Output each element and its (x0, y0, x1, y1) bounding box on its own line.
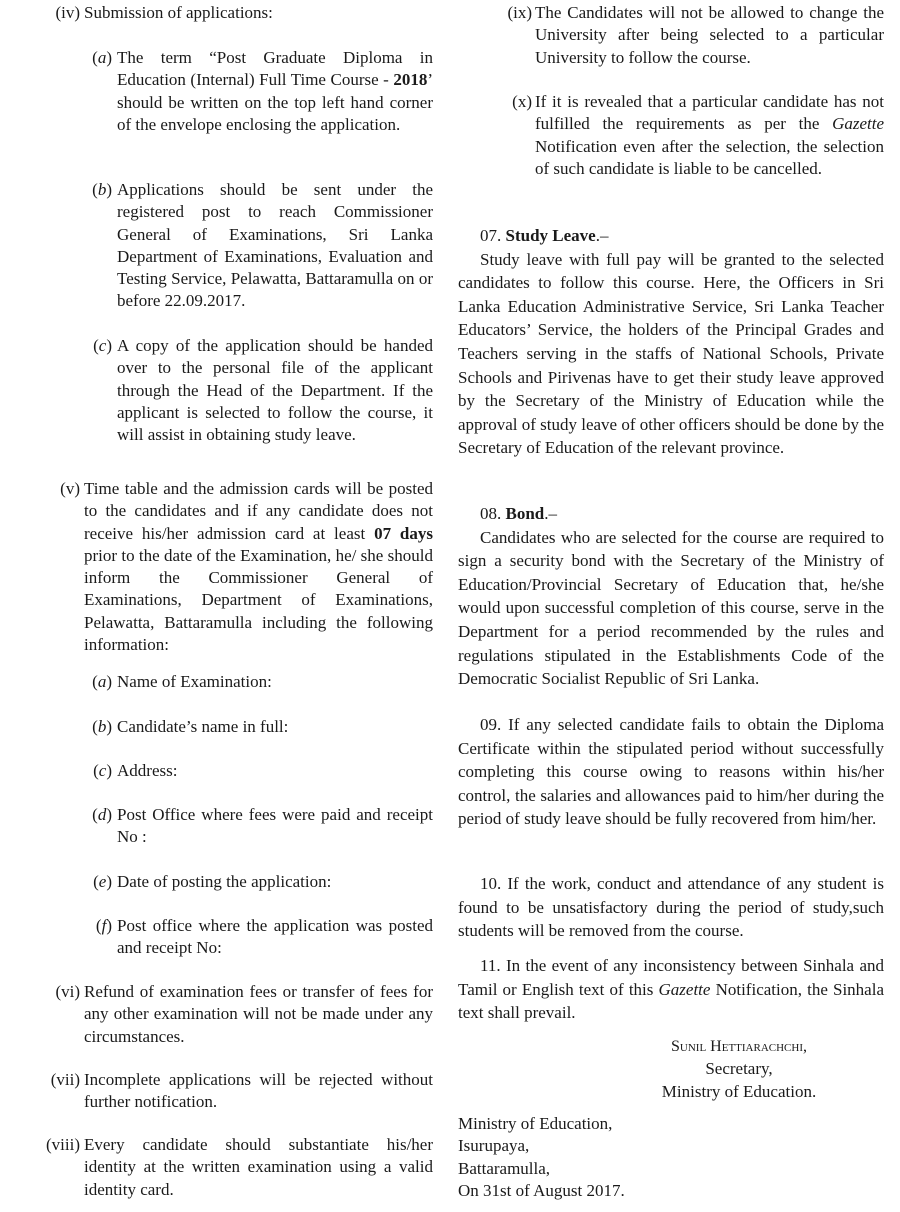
item-x (458, 91, 884, 180)
subitem-text: Post Office where fees were paid and receipt No : (117, 805, 433, 847)
item-number: (viii) (46, 1135, 80, 1154)
subitem-text: Applications should be sent under the registered post to reach Commissioner General of Examinations, Sri Lanka Department of Examinations, Evaluation and Testing Service, Pelawatta, Battaramulla on or before 22.09.2017. (117, 180, 433, 311)
section-07 (458, 224, 884, 460)
subitem-number: (d) (92, 805, 112, 824)
address-line: Isurupaya, (458, 1136, 530, 1156)
subitem-text: Date of posting the application: (117, 872, 332, 891)
item-viii (40, 1134, 433, 1201)
address-line: Ministry of Education, (458, 1114, 613, 1133)
item-text: If it is revealed that a particular candidate has not fulfilled the requirements as per the Gazette Notification even after the selection, the selection of such candidate is liable to be cancelled. (535, 92, 884, 178)
address-block (458, 1113, 758, 1202)
subitem-number: (c) (93, 761, 112, 780)
subitem-iv-a (40, 47, 433, 136)
subitem-number: (f) (95, 916, 112, 935)
section-text: 11. In the event of any inconsistency between Sinhala and Tamil or English text of this Gazette Notification, the Sinhala text shall prevail. (458, 956, 884, 1023)
section-08 (458, 502, 884, 691)
item-number: (vii) (50, 1070, 80, 1089)
item-iv (40, 2, 433, 24)
item-number: (ix) (507, 3, 532, 22)
signatory-name: Sunil Hettiarachchi, (671, 1038, 807, 1055)
item-text: Refund of examination fees or transfer of fees for any other examination will not be made under any circumstances. (84, 982, 433, 1046)
subitem-v-d (40, 804, 433, 849)
section-11 (458, 954, 884, 1025)
item-number: (x) (512, 92, 532, 111)
signatory-org: Ministry of Education. (661, 1081, 817, 1101)
address-date: On 31st of August 2017. (458, 1180, 625, 1200)
subitem-text: Post office where the application was posted and receipt No: (117, 916, 433, 958)
subitem-iv-b (40, 179, 433, 313)
subitem-v-e (40, 871, 433, 893)
subitem-number: (a) (92, 672, 112, 691)
subitem-number: (a) (92, 48, 112, 67)
subitem-number: (e) (93, 872, 112, 891)
section-10 (458, 872, 884, 943)
subitem-number: (c) (93, 336, 112, 355)
section-text: Candidates who are selected for the course are required to sign a security bond with the Secretary of the Ministry of Education/Provincial Secretary of Education that, he/she would upon successful completion of this course, serve in the Department for a period recommended by the rules and regulations stipulated in the Establishments Code of the Democratic Socialist Republic of Sri Lanka. (458, 527, 884, 689)
subitem-v-c (40, 760, 433, 782)
item-number: (vi) (55, 982, 80, 1001)
item-number: (v) (60, 479, 80, 498)
subitem-v-a (40, 671, 433, 693)
address-line: Battaramulla, (458, 1158, 551, 1178)
item-text: Time table and the admission cards will be posted to the candidates and if any candidate does not receive his/her admission card at least 07 days prior to the date of the Examination, he/ she should inform the Commissioner General of Examinations, Department of Examinations, Pelawatta, Battaramulla including the following information: (84, 479, 433, 655)
subitem-text: A copy of the application should be handed over to the personal file of the applicant through the Head of the Department. If the applicant is selected to follow the course, it will assist in obtaining study leave. (117, 336, 433, 445)
section-heading: 08. Bond.– (480, 504, 557, 523)
item-text: Incomplete applications will be rejected without further notification. (84, 1070, 433, 1112)
subitem-number: (b) (92, 180, 112, 199)
item-text: Submission of applications: (84, 3, 273, 22)
section-09 (458, 713, 884, 831)
subitem-v-b (40, 716, 433, 738)
item-text: The Candidates will not be allowed to change the University after being selected to a particular University to follow the course. (535, 3, 884, 67)
subitem-text: Address: (117, 761, 178, 780)
section-text: 10. If the work, conduct and attendance of any student is found to be unsatisfactory during the period of study,such students will be removed from the course. (458, 874, 884, 941)
item-vi (40, 981, 433, 1048)
subitem-text: Name of Examination: (117, 672, 272, 691)
subitem-text: Candidate’s name in full: (117, 717, 289, 736)
subitem-iv-c (40, 335, 433, 446)
signatory-title: Secretary, (705, 1059, 773, 1079)
item-text: Every candidate should substantiate his/her identity at the written examination using a valid identity card. (84, 1135, 433, 1199)
section-text: Study leave with full pay will be granted to the selected candidates to follow this course. Here, the Officers in Sri Lanka Education Administrative Service, Sri Lanka Teacher Educators’ Service, the holders of the Principal Grades and Teachers serving in the staffs of National Schools, Private Schools and Pirivenas have to get their study leave approved by the Secretary of the Ministry of Education while the approval of study leave of other officers should be done by the Secretary of Education of the relevant province. (458, 249, 884, 458)
section-text: 09. If any selected candidate fails to obtain the Diploma Certificate within the stipulated period without successfully completing this course owing to reasons within his/her control, the salaries and allowances paid to him/her during the period of study leave should be fully recovered from him/her. (458, 715, 884, 829)
subitem-number: (b) (92, 717, 112, 736)
item-ix (458, 2, 884, 69)
subitem-v-f (40, 915, 433, 960)
section-heading: 07. Study Leave.– (480, 226, 609, 245)
subitem-text: The term “Post Graduate Diploma in Education (Internal) Full Time Course - 2018’ should be written on the top left hand corner of the envelope enclosing the application. (117, 48, 433, 134)
item-number: (iv) (55, 3, 80, 22)
item-vii (40, 1069, 433, 1114)
signature-block (628, 1036, 850, 1103)
item-v (40, 478, 433, 656)
